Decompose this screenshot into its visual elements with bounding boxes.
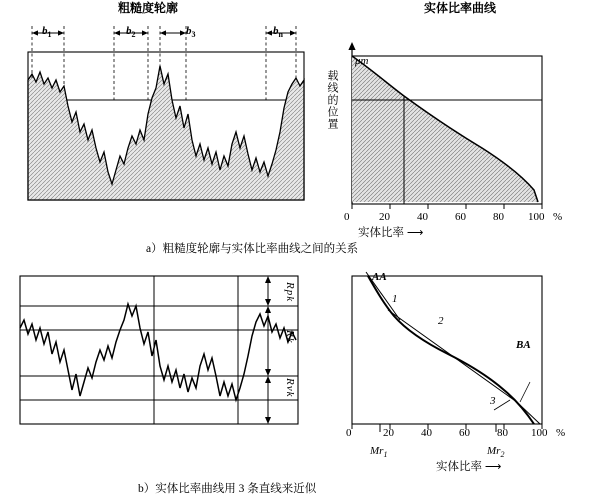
bottom-roughness-profile-curve [20,304,296,400]
approximation-chart-svg [344,270,574,445]
bracket-label-b3: $b_3$ [186,25,196,40]
tr-xtick-60: 60 [455,211,466,223]
zone-label-rpk: Rpk [284,282,296,303]
tr-xlabel: 实体比率 ⟶ [358,227,424,239]
bottom-right-curve-figure [344,270,574,445]
top-right-curve-figure [342,44,562,219]
roughness-profile-curve [28,66,304,200]
bottom-left-profile-figure [14,270,310,430]
approx-line-3 [502,388,540,424]
tr-ylabel: 载线的位置 [326,70,338,130]
annotation-2: 2 [438,315,444,327]
top-left-profile-figure [18,44,314,204]
bracket-label-b2: $b_2$ [126,25,136,40]
profile-chart-svg [18,44,314,204]
caption-b: b）实体比率曲线用 3 条直线来近似 [138,483,317,495]
zone-label-rvk: Rvk [284,378,296,398]
br-xtick-40: 40 [421,427,432,439]
br-xunit: % [556,427,566,439]
tr-xtick-80: 80 [493,211,504,223]
material-ratio-chart-svg [342,44,562,219]
br-xtick-20: 20 [383,427,394,439]
annotation-1: 1 [392,293,398,305]
bracket-label-bn: $b_n$ [273,25,283,40]
tr-xtick-100: 100 [528,211,545,223]
top-left-title: 粗糙度轮廓 [118,1,179,15]
caption-a: a）粗糙度轮廓与实体比率曲线之间的关系 [146,243,359,255]
br-xtick-100: 100 [531,427,548,439]
tr-xtick-0: 0 [344,211,350,223]
top-right-title: 实体比率曲线 [424,1,497,15]
bracket-label-b1: $b_1$ [42,25,52,40]
annotation-aa: AA [372,271,387,283]
approx-line-2 [388,310,514,400]
zone-label-rk: Rk [284,330,296,344]
mr2-label: $Mr_2$ [487,445,505,460]
tr-xtick-40: 40 [417,211,428,223]
tr-yunit: μm [355,55,369,67]
br-xtick-60: 60 [459,427,470,439]
br-xtick-0: 0 [346,427,352,439]
tr-xunit: % [553,211,563,223]
bottom-profile-chart-svg [14,270,310,430]
tr-xtick-20: 20 [379,211,390,223]
mr1-label: $Mr_1$ [370,445,388,460]
annotation-ba: BA [516,339,531,351]
br-xlabel: 实体比率 ⟶ [436,461,502,473]
br-xtick-80: 80 [497,427,508,439]
annotation-3: 3 [490,395,496,407]
